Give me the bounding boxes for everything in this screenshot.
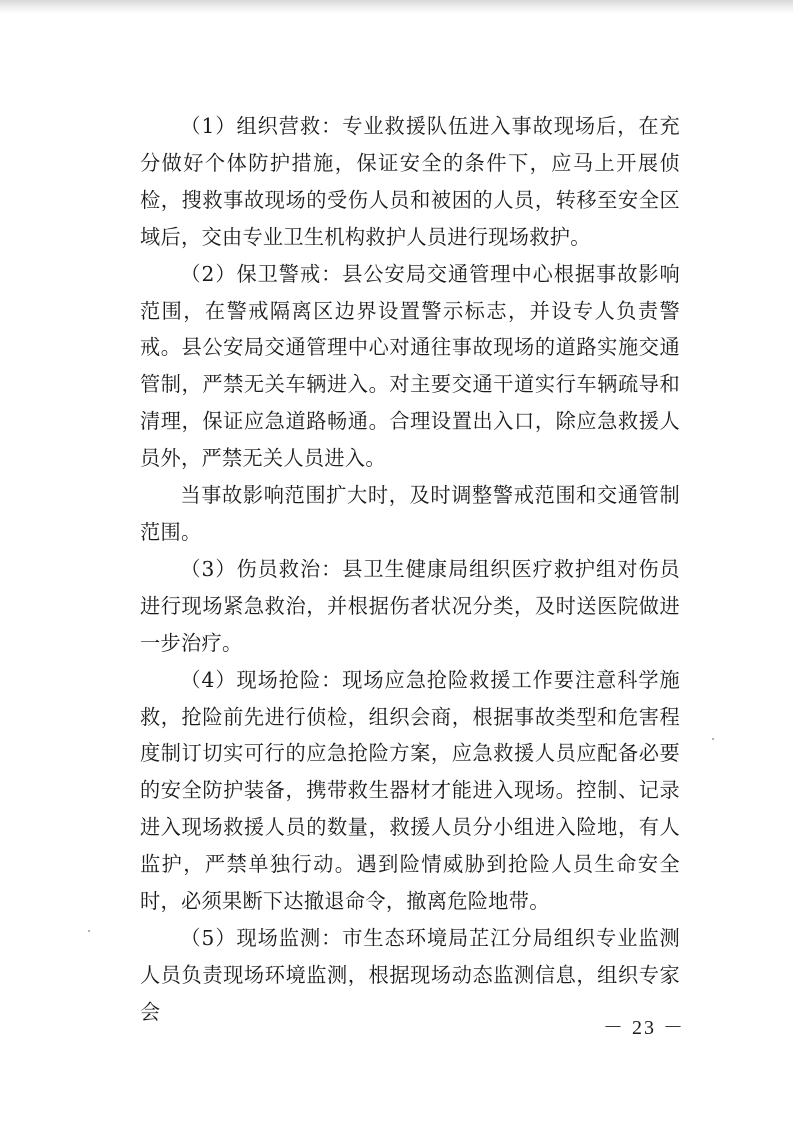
paragraph-rescue: （1）组织营救：专业救援队伍进入事故现场后，在充分做好个体防护措施，保证安全的条件下，应马上开展侦检，搜救事故现场的受伤人员和被困的人员，转移至安全区域后，交由专业卫生机构救护人员进行现场救护。 — [140, 114, 680, 249]
paragraph-onsite-monitoring: （5）现场监测：市生态环境局芷江分局组织专业监测人员负责现场环境监测，根据现场动态监测信息，组织专家会 — [140, 925, 680, 1024]
scan-edge — [0, 0, 793, 14]
scan-speck — [712, 738, 714, 740]
paragraph-onsite-rescue: （4）现场抢险：现场应急抢险救援工作要注意科学施救，抢险前先进行侦检，组织会商，根据事故类型和危害程度制订切实可行的应急抢险方案，应急救援人员应配备必要的安全防护装备，携带救生器材才能进入现场。控制、记录进入现场救援人员的数量，救援人员分小组进入险地，有人监护，严禁单独行动。遇到险情威胁到抢险人员生命安全时，必须果断下达撤退命令，撤离危险地带。 — [140, 667, 680, 914]
paragraph-casualty-treatment: （3）伤员救治：县卫生健康局组织医疗救护组对伤员进行现场紧急救治，并根据伤者状况分类，及时送医院做进一步治疗。 — [140, 556, 680, 655]
body-text — [140, 108, 680, 1031]
page-number: － 23 － — [603, 1017, 685, 1039]
paragraph-cordon-adjustment: 当事故影响范围扩大时，及时调整警戒范围和交通管制范围。 — [140, 483, 680, 544]
scan-speck — [88, 930, 90, 932]
paragraph-security-cordon: （2）保卫警戒：县公安局交通管理中心根据事故影响范围，在警戒隔离区边界设置警示标志，并设专人负责警戒。县公安局交通管理中心对通往事故现场的道路实施交通管制，严禁无关车辆进入。对主要交通干道实行车辆疏导和清理，保证应急道路畅通。合理设置出入口，除应急救援人员外，严禁无关人员进入。 — [140, 261, 680, 471]
